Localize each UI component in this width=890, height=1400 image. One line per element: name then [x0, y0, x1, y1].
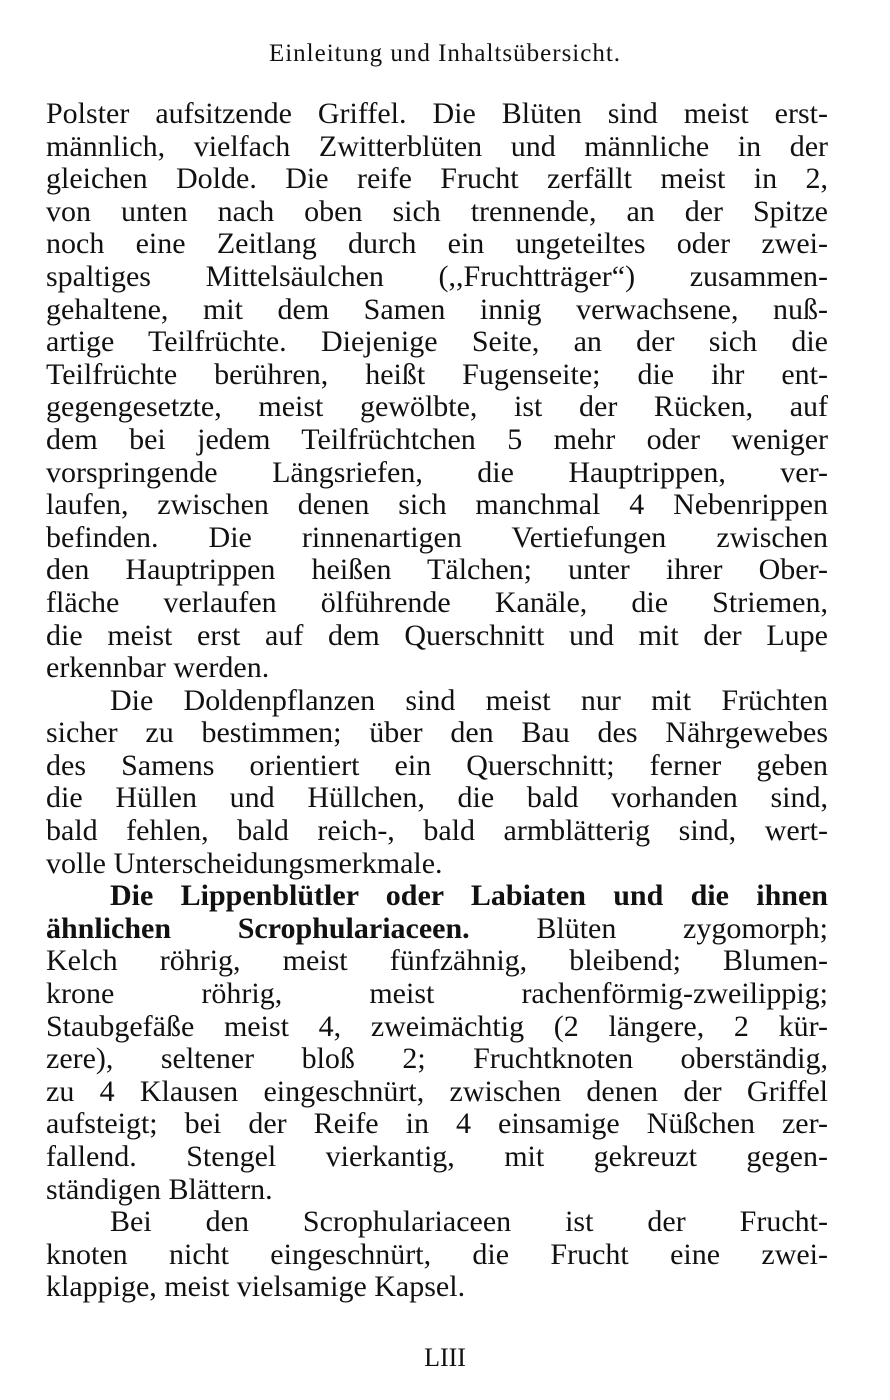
text-line: den Hauptrippen heißen Tälchen; unter ihrer Ober-	[46, 553, 828, 587]
section-heading-line: Die Lippenblütler oder Labiaten und die ihnen	[110, 879, 828, 913]
text-line: spaltiges Mittelsäulchen (,,Fruchtträger“) zusammen-	[46, 259, 828, 293]
text-line: Staubgefäße meist 4, zweimächtig (2 längere, 2 kür-	[46, 1009, 828, 1043]
text-line: zere), seltener bloß 2; Fruchtknoten oberständig,	[46, 1042, 828, 1076]
text-line: dem bei jedem Teilfrüchtchen 5 mehr oder weniger	[46, 422, 828, 456]
text-line: gegengesetzte, meist gewölbte, ist der Rücken, auf	[46, 390, 828, 424]
text-line: von unten nach oben sich trennende, an der Spitze	[46, 194, 828, 228]
text-line: sicher zu bestimmen; über den Bau des Nährgewebes	[46, 716, 828, 750]
text-line: männlich, vielfach Zwitterblüten und männliche in der	[46, 129, 828, 163]
text-line: aufsteigt; bei der Reife in 4 einsamige Nüßchen zer-	[46, 1107, 828, 1141]
text-line: bald fehlen, bald reich-, bald armblätterig sind, wert-	[46, 814, 828, 848]
text-line: gehaltene, mit dem Samen innig verwachsene, nuß-	[46, 292, 828, 326]
text-line: des Samens orientiert ein Querschnitt; ferner geben	[46, 748, 828, 782]
text-line: befinden. Die rinnenartigen Vertiefungen zwischen	[46, 520, 828, 554]
text-line: artige Teilfrüchte. Diejenige Seite, an der sich die	[46, 325, 828, 359]
text-line: vorspringende Längsriefen, die Hauptrippen, ver-	[46, 455, 828, 489]
text-line: erkennbar werden.	[46, 651, 270, 685]
text-line: fläche verlaufen ölführende Kanäle, die Striemen,	[46, 585, 828, 619]
text-line: gleichen Dolde. Die reife Frucht zerfällt meist in 2,	[46, 162, 828, 196]
text-line: fallend. Stengel vierkantig, mit gekreuzt gegen-	[46, 1140, 828, 1173]
text-line: volle Unterscheidungsmerkmale.	[46, 846, 443, 880]
text-run: Blüten zygomorph;	[469, 911, 828, 945]
text-line: Teilfrüchte berühren, heißt Fugenseite; die ihr ent-	[46, 357, 828, 391]
text-line: knoten nicht eingeschnürt, die Frucht eine zwei-	[46, 1237, 828, 1271]
text-line: ständigen Blättern.	[46, 1172, 273, 1206]
text-line: die Hüllen und Hüllchen, die bald vorhanden sind,	[46, 781, 828, 815]
running-head: Einleitung und Inhaltsübersicht.	[268, 40, 622, 67]
text-line: Bei den Scrophulariaceen ist der Frucht-	[110, 1205, 828, 1239]
text-line	[46, 913, 828, 946]
text-line: Die Doldenpflanzen sind meist nur mit Früchten	[110, 683, 828, 717]
text-line: klappige, meist vielsamige Kapsel.	[46, 1270, 466, 1304]
text-line: laufen, zwischen denen sich manchmal 4 Nebenrippen	[46, 488, 828, 522]
page-number: LIII	[424, 1343, 466, 1372]
text-line: die meist erst auf dem Querschnitt und mit der Lupe	[46, 618, 828, 652]
text-line: Kelch röhrig, meist fünfzähnig, bleibend; Blumen-	[46, 944, 828, 978]
text-line: krone röhrig, meist rachenförmig-zweilippig;	[46, 977, 828, 1011]
text-line: noch eine Zeitlang durch ein ungeteiltes oder zwei-	[46, 227, 828, 261]
section-heading-end: ähnlichen Scrophulariaceen.	[46, 911, 470, 945]
body-text	[46, 98, 828, 1304]
text-line: zu 4 Klausen eingeschnürt, zwischen denen der Griffel	[46, 1074, 828, 1108]
text-line: Polster aufsitzende Griffel. Die Blüten sind meist erst-	[46, 97, 828, 130]
